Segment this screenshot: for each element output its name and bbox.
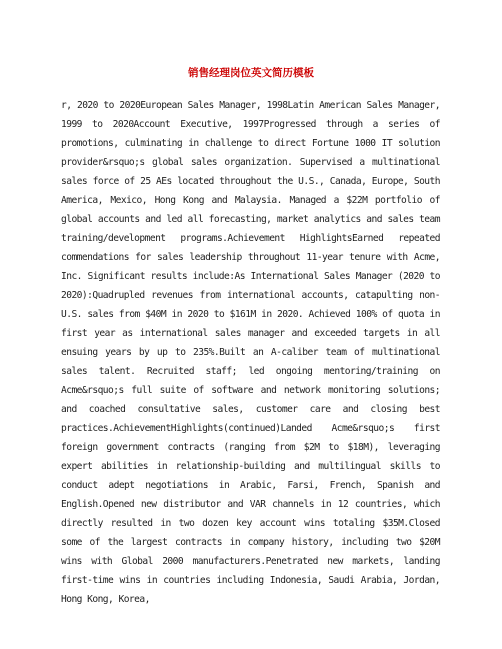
document-title: 销售经理岗位英文简历模板 <box>188 67 314 79</box>
document-body-text: r, 2020 to 2020European Sales Manager, 1998Latin American Sales Manager, 1999 to 2020Account Executive, 1997Progressed through a series of promotions, culminating in challenge to direct Fortune 1000 IT solution provider&rsquo;s global sales organization. Supervised a multinational sales force of 25 AEs located throughout the U.S., Canada, Europe, South America, Mexico, Hong Kong and Malaysia. Managed a $22M portfolio of global accounts and led all forecasting, market analytics and sales team training/development programs.Achievement HighlightsEarned repeated commendations for sales leadership throughout 11-year tenure with Acme, Inc. Significant results include:As International Sales Manager (2020 to 2020):Quadrupled revenues from international accounts, catapulting non-U.S. sales from $40M in 2020 to $161M in 2020. Achieved 100% of quota in first year as international sales manager and exceeded targets in all ensuing years by up to 235%.Built an A-caliber team of multinational sales talent. Recruited staff; led ongoing mentoring/training on Acme&rsquo;s full suite of software and network monitoring solutions; and coached consultative sales, customer care and closing best practices.AchievementHighlights(continued)Landed Acme&rsquo;s first foreign government contracts (ranging from $2M to $18M), leveraging expert abilities in relationship-building and multilingual skills to conduct adept negotiations in Arabic, Farsi, French, Spanish and English.Opened new distributor and VAR channels in 12 countries, which directly resulted in two dozen key account wins totaling $35M.Closed some of the largest contracts in company history, including two $20M wins with Global 2000 manufacturers.Penetrated new markets, landing first-time wins in countries including Indonesia, Saudi Arabia, Jordan, Hong Kong, Korea, <box>61 100 440 605</box>
